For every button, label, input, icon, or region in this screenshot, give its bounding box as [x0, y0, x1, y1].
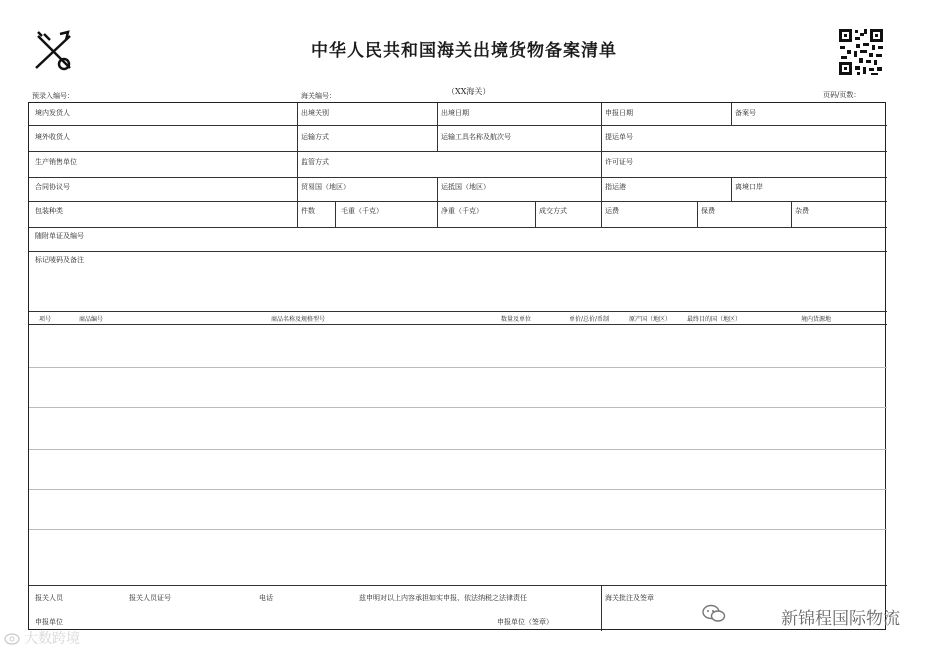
goods-header-origin-country: 原产国（地区）: [629, 316, 672, 323]
goods-header-final-destination: 最终目的国（地区）: [687, 316, 742, 323]
declarant-label: 报关人员: [35, 594, 63, 602]
net-weight-label: 净重（千克）: [441, 207, 483, 215]
destination-country-label: 运抵国（地区）: [441, 183, 490, 191]
declarant-cert-label: 报关人员证号: [129, 594, 171, 602]
misc-charges-label: 杂费: [795, 207, 809, 215]
production-sales-unit-label: 生产销售单位: [35, 158, 77, 166]
destination-port-label: 指运港: [605, 183, 626, 191]
customs-number-label: 海关编号：: [301, 92, 336, 100]
exit-port-label: 出境关别: [301, 109, 329, 117]
watermark-source: 大数跨境: [24, 631, 80, 647]
goods-header-domestic-source: 境内货源地: [801, 316, 832, 323]
packaging-type-label: 包装种类: [35, 207, 63, 215]
watermark-company-name: 新锦程国际物流: [781, 609, 900, 629]
domestic-consignor-label: 境内发货人: [35, 109, 70, 117]
phone-label: 电话: [259, 594, 273, 602]
goods-header-quantity-unit: 数量及单位: [501, 316, 532, 323]
license-number-label: 许可证号: [605, 158, 633, 166]
prerecord-number-label: 预录入编号：: [32, 92, 74, 100]
qr-code-icon: [838, 28, 884, 76]
declaring-unit-label: 申报单位: [35, 618, 63, 626]
goods-header-price-currency: 单价/总价/币制: [569, 316, 610, 323]
record-number-label: 备案号: [735, 109, 756, 117]
trading-country-label: 贸易国（地区）: [301, 183, 350, 191]
weibo-logo-icon: [4, 630, 22, 644]
page-info-label: 页码/页数：: [823, 91, 861, 99]
goods-header-commodity-code: 商品编号: [79, 316, 104, 323]
legal-statement: 兹申明对以上内容承担如实申报、依法纳税之法律责任: [359, 594, 527, 602]
attached-documents-label: 随附单证及编号: [35, 232, 84, 240]
package-count-label: 件数: [301, 207, 315, 215]
customs-name: （XX海关）: [447, 87, 491, 96]
customs-approval-label: 海关批注及签章: [605, 594, 654, 602]
form-title: 中华人民共和国海关出境货物备案清单: [311, 41, 617, 61]
marks-remarks-label: 标记唛码及备注: [35, 256, 84, 264]
transport-mode-label: 运输方式: [301, 133, 329, 141]
goods-header-name-spec: 商品名称及规格型号: [271, 316, 326, 323]
gross-weight-label: 毛重（千克）: [341, 207, 383, 215]
contract-number-label: 合同协议号: [35, 183, 70, 191]
bill-of-lading-label: 提运单号: [605, 133, 633, 141]
declaration-form: [28, 102, 886, 630]
exit-date-label: 出境日期: [441, 109, 469, 117]
transaction-mode-label: 成交方式: [539, 207, 567, 215]
insurance-label: 保费: [701, 207, 715, 215]
declaration-date-label: 申报日期: [605, 109, 633, 117]
goods-header-item-no: 项号: [39, 316, 52, 323]
departure-port-label: 离境口岸: [735, 183, 763, 191]
vessel-voyage-label: 运输工具名称及航次号: [441, 133, 511, 141]
supervision-mode-label: 监管方式: [301, 158, 329, 166]
freight-label: 运费: [605, 207, 619, 215]
declaring-unit-seal-label: 申报单位（签章）: [497, 618, 553, 626]
wechat-logo-icon: [702, 604, 726, 624]
overseas-consignee-label: 境外收货人: [35, 133, 70, 141]
